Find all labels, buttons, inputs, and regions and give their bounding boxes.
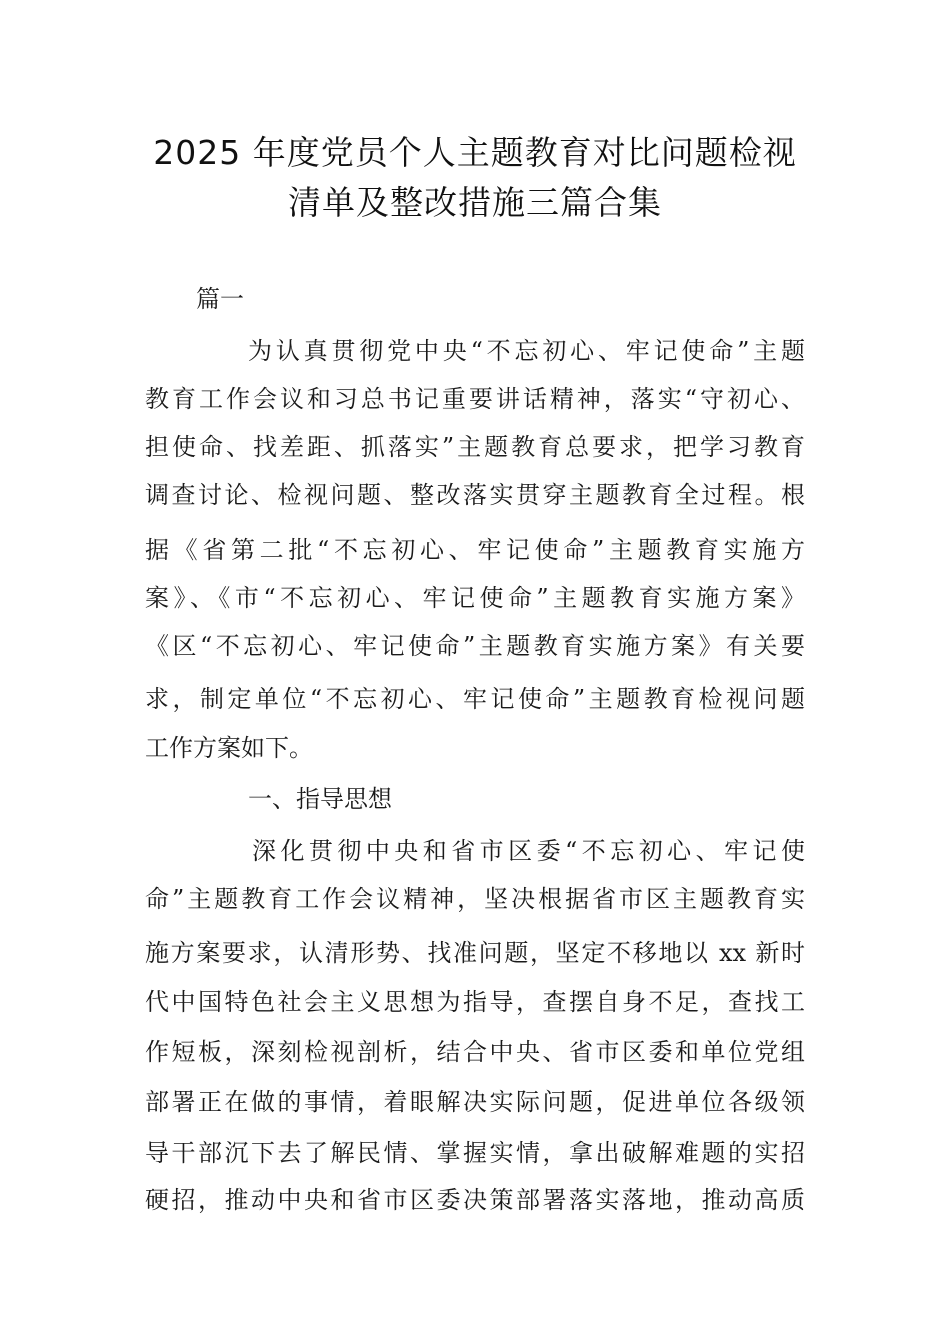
paragraph-1-line: 《区“不忘初心、牢记使命”主题教育实施方案》有关要 — [145, 632, 805, 660]
paragraph-1-line: 据《省第二批“不忘初心、牢记使命”主题教育实施方 — [145, 536, 805, 564]
paragraph-1-line: 教育工作会议和习总书记重要讲话精神，落实“守初心、 — [145, 385, 805, 413]
paragraph-2-line: 施方案要求，认清形势、找准问题，坚定不移地以 xx 新时 — [145, 939, 805, 967]
paragraph-1-line: 求，制定单位“不忘初心、牢记使命”主题教育检视问题 — [145, 685, 805, 713]
paragraph-2-line: 部署正在做的事情，着眼解决实际问题，促进单位各级领 — [145, 1088, 805, 1116]
section-heading-guiding-ideology: 一、指导思想 — [248, 785, 392, 813]
paragraph-1-line: 案》、《市“不忘初心、牢记使命”主题教育实施方案》 — [145, 584, 805, 612]
paragraph-2-line: 命”主题教育工作会议精神，坚决根据省市区主题教育实 — [145, 885, 805, 913]
paragraph-1-line: 工作方案如下。 — [145, 734, 313, 762]
paragraph-2-line: 硬招，推动中央和省市区委决策部署落实落地，推动高质 — [145, 1186, 805, 1214]
document-title-line-2: 清单及整改措施三篇合集 — [288, 183, 662, 222]
document-title-line-1: 2025 年度党员个人主题教育对比问题检视 — [153, 133, 797, 172]
paragraph-1-line: 调查讨论、检视问题、整改落实贯穿主题教育全过程。根 — [145, 481, 805, 509]
paragraph-2-line: 作短板，深刻检视剖析，结合中央、省市区委和单位党组 — [145, 1038, 805, 1066]
paragraph-1-line: 为认真贯彻党中央“不忘初心、牢记使命”主题 — [248, 337, 805, 365]
paragraph-1-line: 担使命、找差距、抓落实”主题教育总要求，把学习教育 — [145, 433, 805, 461]
paragraph-2-line: 导干部沉下去了解民情、掌握实情，拿出破解难题的实招 — [145, 1139, 805, 1167]
paragraph-2-line: 代中国特色社会主义思想为指导，查摆自身不足，查找工 — [145, 988, 805, 1016]
paragraph-2-line: 深化贯彻中央和省市区委“不忘初心、牢记使 — [252, 837, 805, 865]
section-label: 篇一 — [196, 285, 244, 313]
